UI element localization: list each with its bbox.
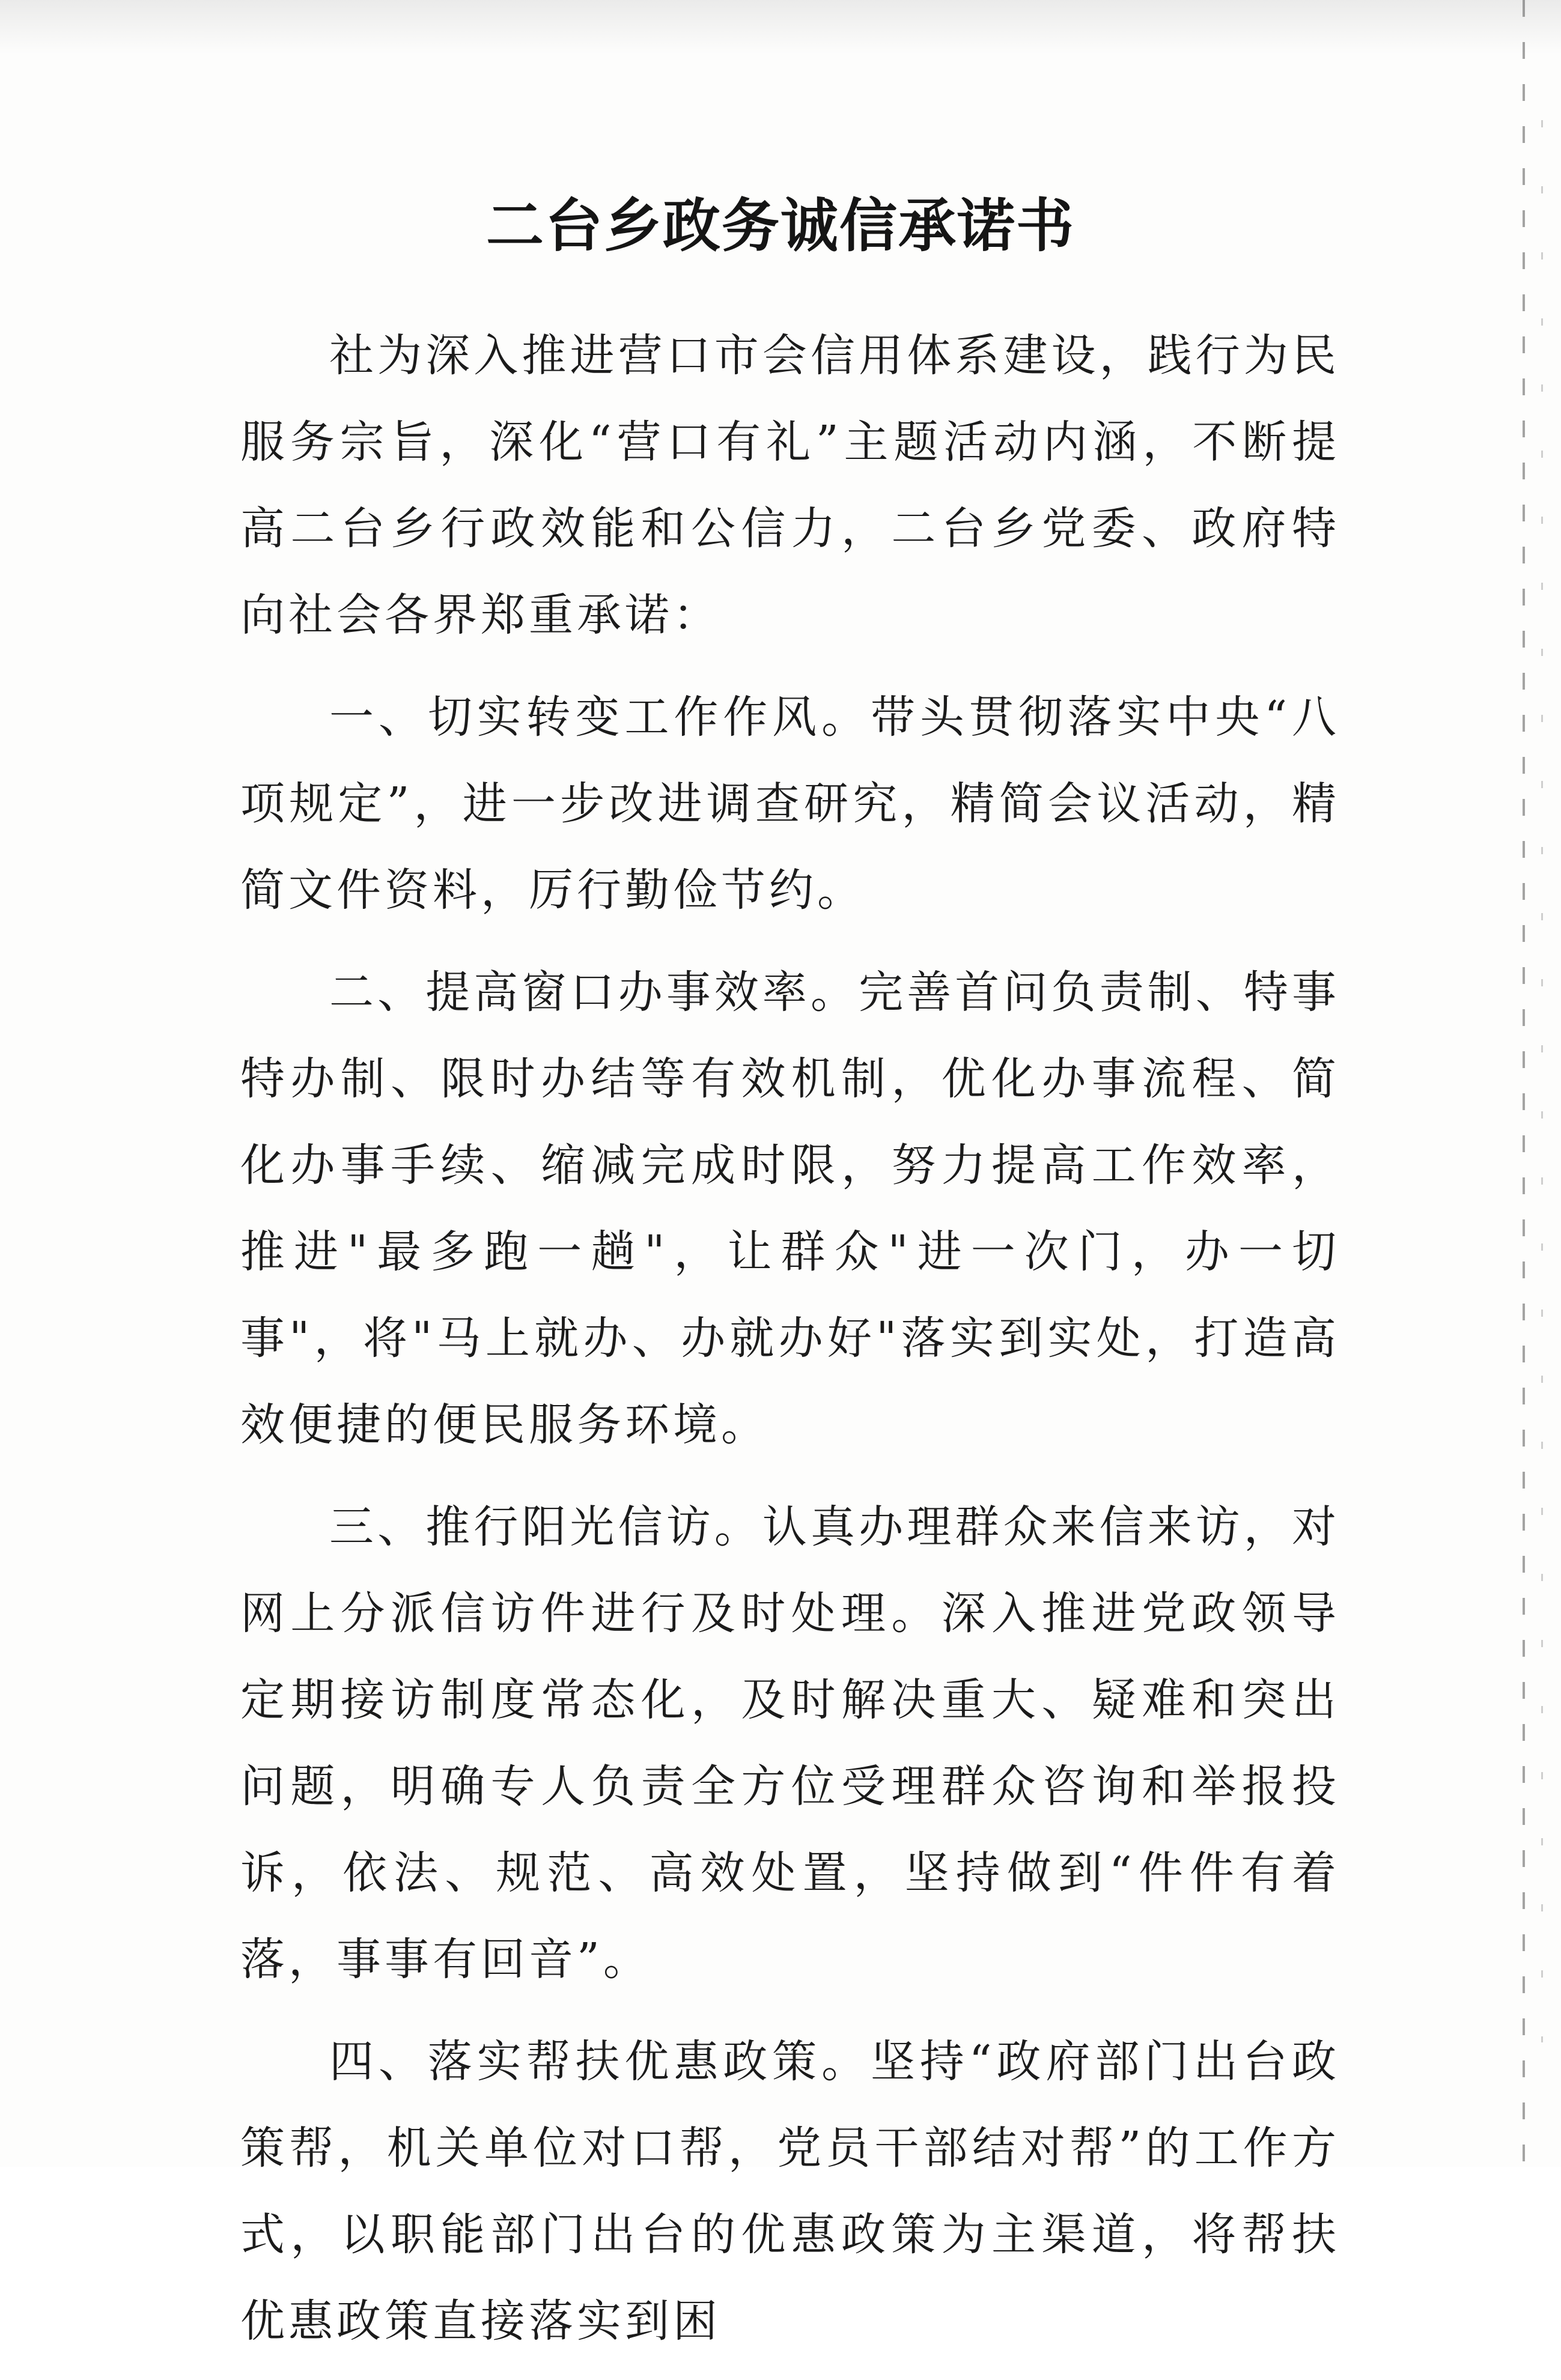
scan-shadow-top bbox=[0, 0, 1561, 54]
scan-edge-line-secondary bbox=[1541, 120, 1543, 2042]
paragraph-intro: 社为深入推进营口市会信用体系建设，践行为民服务宗旨，深化“营口有礼”主题活动内涵，不断提高二台乡行政效能和公信力，二台乡党委、政府特向社会各界郑重承诺： bbox=[240, 330, 1340, 641]
paragraph-item-3: 三、推行阳光信访。认真办理群众来信来访，对网上分派信访件进行及时处理。深入推进党政领导定期接访制度常态化，及时解决重大、疑难和突出问题，明确专人负责全方位受理群众咨询和举报投诉，依法、规范、高效处置，坚持做到“件件有着落，事事有回音”。 bbox=[240, 1501, 1340, 1985]
document-body bbox=[240, 312, 1340, 2380]
paragraph-item-1: 一、切实转变工作作风。带头贯彻落实中央“八项规定”，进一步改进调查研究，精简会议活动，精简文件资料，厉行勤俭节约。 bbox=[240, 691, 1340, 916]
paragraph-item-4: 四、落实帮扶优惠政策。坚持“政府部门出台政策帮，机关单位对口帮，党员干部结对帮”的工作方式，以职能部门出台的优惠政策为主渠道，将帮扶优惠政策直接落实到困 bbox=[240, 2036, 1340, 2347]
paragraph-item-2: 二、提高窗口办事效率。完善首问负责制、特事特办制、限时办结等有效机制，优化办事流程、简化办事手续、缩减完成时限，努力提高工作效率，推进"最多跑一趟"，让群众"进一次门，办一切事"，将"马上就办、办就办好"落实到实处，打造高效便捷的便民服务环境。 bbox=[240, 967, 1340, 1451]
document-title: 二台乡政务诚信承诺书 bbox=[486, 192, 1075, 260]
scan-edge-line bbox=[1523, 0, 1525, 2167]
